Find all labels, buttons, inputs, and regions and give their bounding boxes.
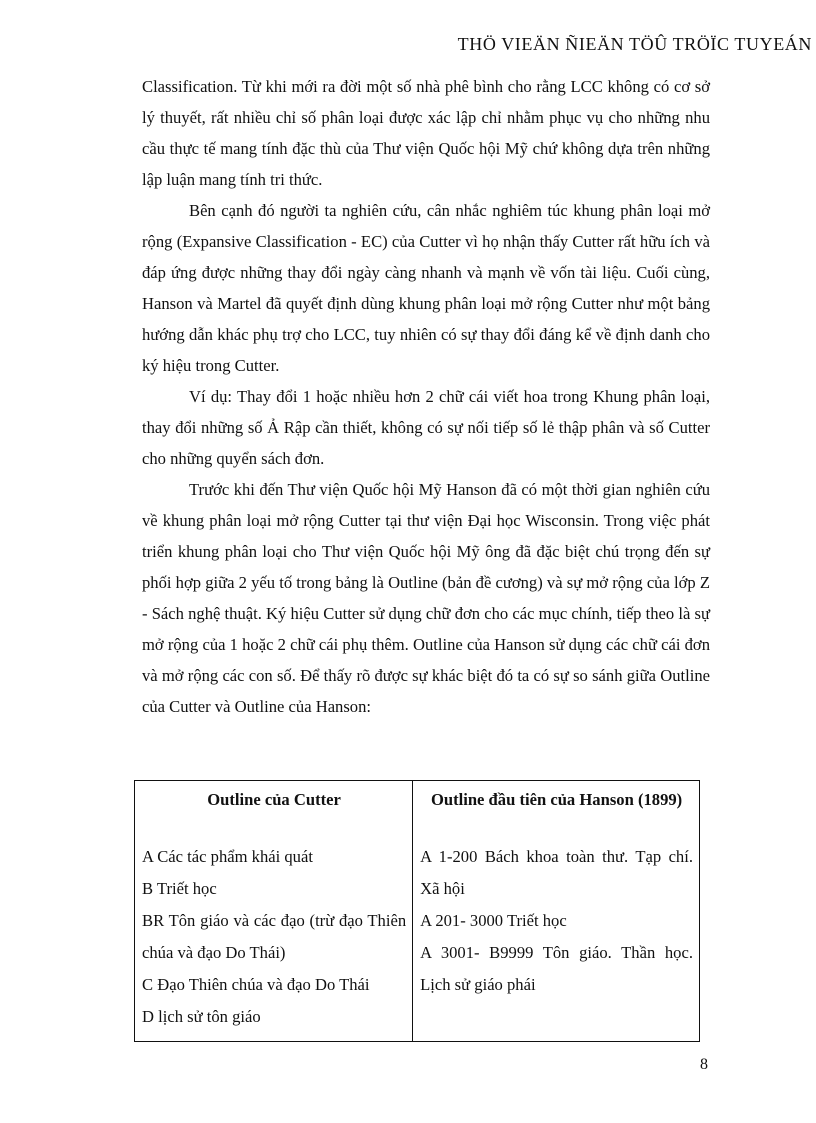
outline-comparison-table: [134, 780, 700, 1042]
cutter-line: B Triết học: [142, 879, 217, 898]
cutter-line: D lịch sử tôn giáo: [142, 1007, 261, 1026]
library-header: THÖ VIEÄN ÑIEÄN TÖÛ TRÖÏC TUYEÁN: [457, 34, 812, 54]
page-number: 8: [700, 1056, 708, 1073]
header-cutter-outline: Outline của Cutter: [135, 781, 413, 814]
cutter-line: BR Tôn giáo và các đạo (trừ đạo Thiên chúa và đạo Do Thái): [142, 911, 407, 962]
cutter-line: C Đạo Thiên chúa và đạo Do Thái: [142, 975, 370, 994]
paragraph-2: Bên cạnh đó người ta nghiên cứu, cân nhắc nghiêm túc khung phân loại mở rộng (Expansive Classification - EC) của Cutter vì họ nhận thấy Cutter rất hữu ích và đáp ứng được những thay đổi ngày càng nhanh và mạnh về vốn tài liệu. Cuối cùng, Hanson và Martel đã quyết định dùng khung phân loại mở rộng Cutter như một bảng hướng dẫn khác phụ trợ cho LCC, tuy nhiên có sự thay đổi đáng kể về định danh cho ký hiệu trong Cutter.: [142, 201, 710, 375]
hanson-outline-cell: [413, 813, 700, 1042]
hanson-line: A 3001- B9999 Tôn giáo. Thần học. Lịch sử giáo phái: [420, 943, 693, 994]
cutter-line: A Các tác phẩm khái quát: [142, 847, 313, 866]
paragraph-4: Trước khi đến Thư viện Quốc hội Mỹ Hanson đã có một thời gian nghiên cứu về khung phân loại mở rộng Cutter tại thư viện Đại học Wisconsin. Trong việc phát triển khung phân loại cho Thư viện Quốc hội Mỹ ông đã đặc biệt chú trọng đến sự phối hợp giữa 2 yếu tố trong bảng là Outline (bản đề cương) và sự mở rộng của lớp Z - Sách nghệ thuật. Ký hiệu Cutter sử dụng chữ đơn cho các mục chính, tiếp theo là sự mở rộng của 1 hoặc 2 chữ cái phụ thêm. Outline của Hanson sử dụng các chữ cái đơn và mở rộng các con số. Để thấy rõ được sự khác biệt đó ta có sự so sánh giữa Outline của Cutter và Outline của Hanson:: [142, 480, 710, 716]
paragraph-3: Ví dụ: Thay đổi 1 hoặc nhiều hơn 2 chữ cái viết hoa trong Khung phân loại, thay đổi những số Ả Rập cần thiết, không có sự nối tiếp số lẻ thập phân và số Cutter cho những quyển sách đơn.: [142, 387, 710, 468]
cutter-outline-cell: [135, 813, 413, 1042]
paragraph-1: Classification. Từ khi mới ra đời một số nhà phê bình cho rằng LCC không có cơ sở lý thuyết, rất nhiều chỉ số phân loại được xác lập chỉ nhằm phục vụ cho những nhu cầu thực tế mang tính đặc thù của Thư viện Quốc hội Mỹ chứ không dựa trên những lập luận mang tính tri thức.: [142, 77, 710, 189]
table-row: [135, 813, 700, 1042]
body-text: [142, 71, 710, 722]
hanson-line: A 201- 3000 Triết học: [420, 911, 567, 930]
header-hanson-outline: Outline đầu tiên của Hanson (1899): [413, 781, 700, 814]
table-header-row: [135, 781, 700, 814]
hanson-line: A 1-200 Bách khoa toàn thư. Tạp chí. Xã hội: [420, 847, 693, 898]
